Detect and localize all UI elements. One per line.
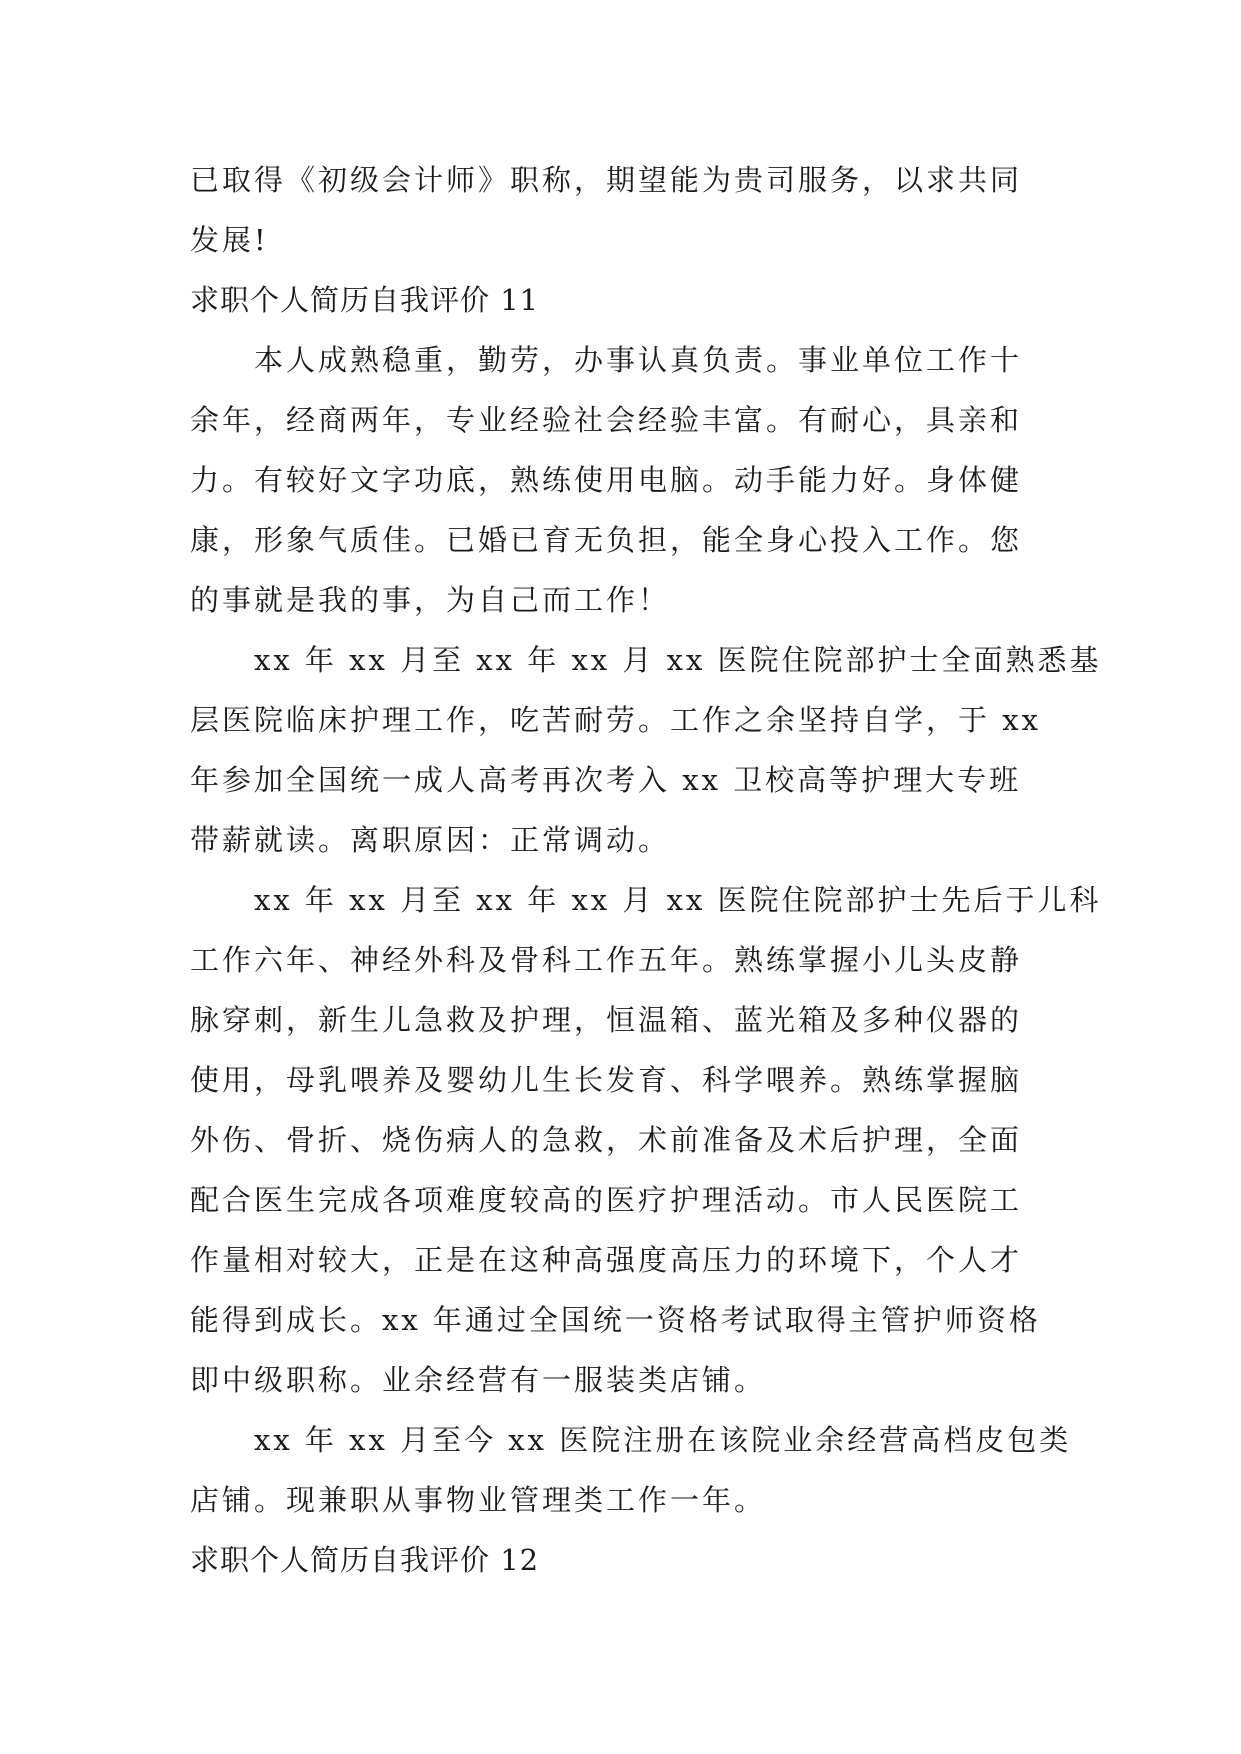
section-heading-11: 求职个人简历自我评价 11 <box>190 283 540 317</box>
paragraph-line: 的事就是我的事，为自己而工作！ <box>190 583 671 617</box>
paragraph-line: 余年，经商两年，专业经验社会经验丰富。有耐心，具亲和 <box>190 403 1023 437</box>
paragraph-line: 力。有较好文字功底，熟练使用电脑。动手能力好。身体健 <box>190 463 1023 497</box>
paragraph-line: 能得到成长。xx 年通过全国统一资格考试取得主管护师资格 <box>190 1303 1041 1337</box>
paragraph-self-evaluation <box>190 330 1060 630</box>
paragraph-line: 即中级职称。业余经营有一服装类店铺。 <box>190 1363 767 1397</box>
paragraph-work-experience-1 <box>190 630 1102 870</box>
paragraph-line: 作量相对较大，正是在这种高强度高压力的环境下，个人才 <box>190 1243 1023 1277</box>
continued-paragraph <box>190 150 1060 270</box>
paragraph-line: 配合医生完成各项难度较高的医疗护理活动。市人民医院工 <box>190 1183 1023 1217</box>
paragraph-line: 已取得《初级会计师》职称，期望能为贵司服务，以求共同 <box>190 163 1023 197</box>
paragraph-work-experience-3 <box>190 1410 1072 1530</box>
paragraph-line: 店铺。现兼职从事物业管理类工作一年。 <box>190 1483 767 1517</box>
paragraph-line: 年参加全国统一成人高考再次考入 xx 卫校高等护理大专班 <box>190 763 1022 797</box>
paragraph-line: 外伤、骨折、烧伤病人的急救，术前准备及术后护理，全面 <box>190 1123 1023 1157</box>
paragraph-line: 工作六年、神经外科及骨科工作五年。熟练掌握小儿头皮静 <box>190 943 1023 977</box>
document-page <box>190 150 1102 1590</box>
paragraph-line: 发展! <box>190 223 269 257</box>
paragraph-line: xx 年 xx 月至 xx 年 xx 月 xx 医院住院部护士先后于儿科 <box>254 883 1102 917</box>
paragraph-line: 使用，母乳喂养及婴幼儿生长发育、科学喂养。熟练掌握脑 <box>190 1063 1023 1097</box>
section-heading-12: 求职个人简历自我评价 12 <box>190 1543 540 1577</box>
paragraph-line: xx 年 xx 月至今 xx 医院注册在该院业余经营高档皮包类 <box>254 1423 1072 1457</box>
paragraph-work-experience-2 <box>190 870 1102 1410</box>
paragraph-line: 本人成熟稳重，勤劳，办事认真负责。事业单位工作十 <box>254 343 1023 377</box>
paragraph-line: xx 年 xx 月至 xx 年 xx 月 xx 医院住院部护士全面熟悉基 <box>254 643 1102 677</box>
paragraph-line: 带薪就读。离职原因：正常调动。 <box>190 823 671 857</box>
paragraph-line: 康，形象气质佳。已婚已育无负担，能全身心投入工作。您 <box>190 523 1023 557</box>
paragraph-line: 层医院临床护理工作，吃苦耐劳。工作之余坚持自学，于 xx <box>190 703 1041 737</box>
paragraph-line: 脉穿刺，新生儿急救及护理，恒温箱、蓝光箱及多种仪器的 <box>190 1003 1023 1037</box>
